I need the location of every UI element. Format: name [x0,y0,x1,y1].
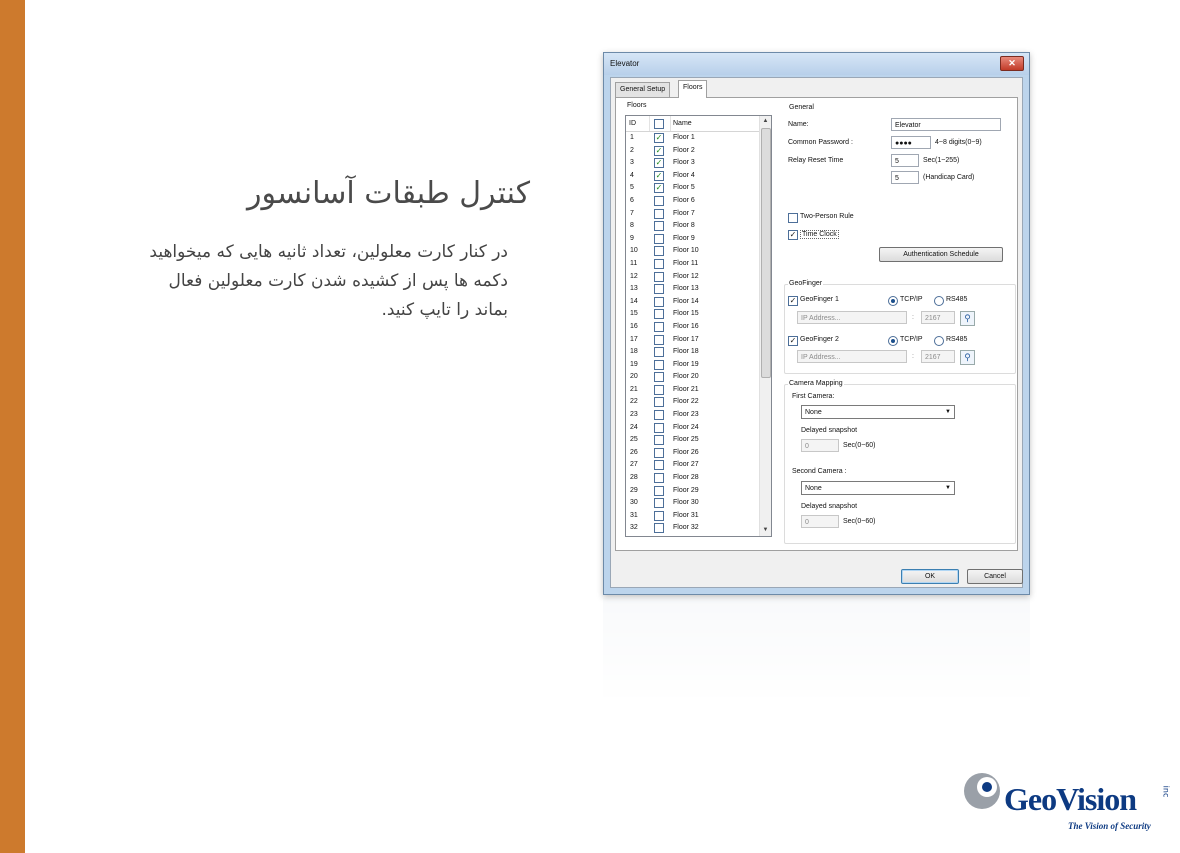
table-row[interactable] [626,510,759,523]
geovision-inc: inc [1161,785,1171,798]
floors-tab-panel [615,97,1018,551]
floor-checkbox[interactable] [654,322,664,332]
floor-name: Floor 26 [673,448,699,456]
floor-name: Floor 4 [673,171,695,179]
table-row[interactable] [626,271,759,284]
first-camera-select[interactable] [801,405,955,419]
floor-checkbox[interactable]: ✓ [655,133,663,142]
floor-checkbox[interactable] [654,410,664,420]
floor-id: 27 [630,461,638,469]
floor-name: Floor 25 [673,436,699,444]
floor-checkbox[interactable] [654,473,664,483]
floor-checkbox[interactable] [654,448,664,458]
floor-name: Floor 29 [673,486,699,494]
floor-checkbox[interactable] [654,435,664,445]
select-all-checkbox[interactable] [654,119,664,129]
two-person-label: Two-Person Rule [800,213,854,220]
geofinger1-rs485-radio[interactable] [934,296,944,306]
geofinger2-rs485-radio[interactable] [934,336,944,346]
table-row[interactable] [626,409,759,422]
password-hint: 4~8 digits(0~9) [935,139,982,146]
elevator-dialog [603,52,1030,595]
geofinger1-checkbox[interactable]: ✓ [789,296,797,305]
floor-checkbox[interactable] [654,360,664,370]
close-icon[interactable]: ✕ [1000,56,1024,71]
floor-checkbox[interactable] [654,335,664,345]
side-accent-stripe [0,0,25,853]
floor-name: Floor 30 [673,499,699,507]
geofinger2-port-field[interactable]: 2167 [921,350,955,363]
table-row[interactable] [626,321,759,334]
geofinger2-checkbox[interactable]: ✓ [789,336,797,345]
chevron-down-icon: ▼ [945,485,951,491]
table-row[interactable] [626,459,759,472]
table-row[interactable] [626,195,759,208]
floor-checkbox[interactable]: ✓ [655,145,663,155]
floor-name: Floor 5 [673,184,695,192]
floors-group-label: Floors [627,102,647,109]
floor-id: 14 [630,297,638,305]
geofinger1-colon: : [912,314,914,321]
floor-name: Floor 28 [673,474,699,482]
geofinger1-ip-field[interactable]: IP Address... [797,311,907,324]
geofinger1-tcpip-label: TCP/IP [900,296,923,303]
geofinger2-label: GeoFinger 2 [800,336,839,343]
floor-checkbox[interactable] [654,347,664,357]
ok-button[interactable]: OK [901,569,959,584]
floor-id: 17 [630,335,638,343]
floor-name: Floor 2 [673,146,695,154]
floor-checkbox[interactable]: ✓ [655,170,663,180]
floor-id: 5 [630,184,634,192]
floor-id: 22 [630,398,638,406]
table-row[interactable] [626,208,759,221]
table-row[interactable] [626,245,759,258]
floor-id: 19 [630,360,638,368]
floor-id: 24 [630,423,638,431]
delayed-snapshot-field-2[interactable]: 0 [801,515,839,528]
geofinger2-ip-field[interactable]: IP Address... [797,350,907,363]
geofinger2-tcpip-radio[interactable] [888,336,898,346]
general-group-label: General [789,104,814,111]
floor-name: Floor 12 [673,272,699,280]
column-name[interactable]: Name [673,120,692,127]
geofinger2-search-icon[interactable]: ⚲ [960,350,975,365]
floor-checkbox[interactable] [654,259,664,269]
floor-checkbox[interactable] [654,523,664,533]
table-row[interactable] [626,220,759,233]
floor-id: 12 [630,272,638,280]
table-row[interactable] [626,472,759,485]
slide-title: کنترل طبقات آسانسور [246,176,530,211]
table-row[interactable] [626,422,759,435]
password-label: Common Password : [788,139,853,146]
second-camera-select[interactable] [801,481,955,495]
dialog-titlebar[interactable] [604,53,1029,75]
floor-id: 20 [630,373,638,381]
floor-id: 13 [630,285,638,293]
floor-name: Floor 10 [673,247,699,255]
tab-floors[interactable]: Floors [678,80,707,98]
floor-checkbox[interactable] [654,486,664,496]
geovision-wordmark: GeoVision [1004,781,1137,817]
geofinger2-colon: : [912,353,914,360]
floor-name: Floor 15 [673,310,699,318]
floors-list-scrollbar[interactable] [759,116,771,536]
floor-name: Floor 6 [673,196,695,204]
floor-id: 25 [630,436,638,444]
table-row[interactable] [626,346,759,359]
floor-id: 31 [630,511,638,519]
floor-name: Floor 27 [673,461,699,469]
table-row[interactable] [626,283,759,296]
scroll-up-icon[interactable]: ▲ [762,118,769,124]
table-row[interactable] [626,182,759,195]
floor-checkbox[interactable] [654,498,664,508]
floor-name: Floor 24 [673,423,699,431]
general-group [784,104,1016,277]
time-clock-checkbox[interactable]: ✓ [789,230,797,239]
table-row[interactable] [626,296,759,309]
dialog-reflection [603,598,1030,698]
floor-id: 8 [630,222,634,230]
floor-name: Floor 7 [673,209,695,217]
geovision-logo [962,765,1177,835]
authentication-schedule-button[interactable]: Authentication Schedule [879,247,1003,262]
geofinger1-tcpip-radio[interactable] [888,296,898,306]
floor-checkbox[interactable] [654,284,664,294]
floor-checkbox[interactable] [654,385,664,395]
floor-id: 30 [630,499,638,507]
floor-id: 29 [630,486,638,494]
first-camera-label: First Camera: [792,393,835,400]
floor-checkbox[interactable] [654,309,664,319]
floor-name: Floor 20 [673,373,699,381]
slide-body-text: در کنار کارت معلولین، تعداد ثانیه هایی که میخواهید دکمه ها پس از کشیده شدن کارت معلولین فعال بماند را تایپ کنید. [149,242,508,320]
table-row[interactable] [626,132,759,145]
floor-name: Floor 14 [673,297,699,305]
cancel-button[interactable]: Cancel [967,569,1023,584]
floor-id: 10 [630,247,638,255]
relay-reset-hint: Sec(1~255) [923,157,960,164]
floor-checkbox[interactable]: ✓ [655,158,663,168]
floors-list[interactable] [625,115,772,537]
camera-mapping-group [784,380,1016,544]
floor-checkbox[interactable] [654,234,664,244]
chevron-down-icon: ▼ [945,409,951,415]
delayed-snapshot-label-1: Delayed snapshot [801,427,858,434]
floor-checkbox[interactable] [654,209,664,219]
floor-id: 21 [630,385,638,393]
table-row[interactable] [626,145,759,158]
geofinger1-label: GeoFinger 1 [800,296,839,303]
floor-id: 18 [630,348,638,356]
table-row[interactable] [626,371,759,384]
floors-list-header [626,116,759,132]
floor-id: 6 [630,196,634,204]
table-row[interactable] [626,485,759,498]
floor-id: 2 [630,146,634,154]
floor-checkbox[interactable] [654,372,664,382]
second-camera-value: None [805,485,822,492]
floor-id: 32 [630,524,638,532]
delayed-snapshot-hint-1: Sec(0~60) [843,442,876,449]
floor-id: 7 [630,209,634,217]
floor-id: 3 [630,159,634,167]
table-row[interactable] [626,233,759,246]
floor-checkbox[interactable] [654,221,664,231]
handicap-time-field[interactable]: 5 [891,171,919,184]
floor-name: Floor 23 [673,411,699,419]
floor-name: Floor 19 [673,360,699,368]
floor-checkbox[interactable]: ✓ [655,183,663,193]
tab-general-setup[interactable]: General Setup [615,82,670,97]
dialog-title: Elevator [610,59,640,68]
floor-checkbox[interactable] [654,297,664,307]
floor-id: 9 [630,234,634,242]
table-row[interactable] [626,522,759,535]
table-row[interactable] [626,359,759,372]
floor-name: Floor 21 [673,385,699,393]
floor-name: Floor 8 [673,222,695,230]
delayed-snapshot-hint-2: Sec(0~60) [843,518,876,525]
reflection-fade [603,598,1030,698]
floor-name: Floor 18 [673,348,699,356]
floor-checkbox[interactable] [654,511,664,521]
table-row[interactable] [626,396,759,409]
geofinger-group-label: GeoFinger [789,280,823,287]
floor-name: Floor 17 [673,335,699,343]
floor-name: Floor 11 [673,259,699,267]
geofinger-group [784,280,1016,374]
floor-checkbox[interactable] [654,196,664,206]
geofinger1-search-icon[interactable]: ⚲ [960,311,975,326]
column-id[interactable]: ID [626,116,650,131]
geovision-tagline: The Vision of Security [1068,821,1151,831]
column-check[interactable] [650,116,671,131]
delayed-snapshot-field-1[interactable]: 0 [801,439,839,452]
floor-checkbox[interactable] [654,272,664,282]
second-camera-label: Second Camera : [792,468,847,475]
floors-list-rows [626,132,759,535]
floor-name: Floor 9 [673,234,695,242]
relay-reset-label: Relay Reset Time [788,157,844,164]
relay-reset-field[interactable]: 5 [891,154,919,167]
floor-checkbox[interactable] [654,460,664,470]
floor-checkbox[interactable] [654,397,664,407]
password-field[interactable]: ●●●● [891,136,931,149]
name-field[interactable]: Elevator [891,118,1001,131]
floor-checkbox[interactable] [654,423,664,433]
floor-id: 16 [630,322,638,330]
time-clock-label: Time Clock [802,231,837,238]
table-row[interactable] [626,434,759,447]
table-row[interactable] [626,258,759,271]
table-row[interactable] [626,497,759,510]
floor-id: 23 [630,411,638,419]
floor-name: Floor 32 [673,524,699,532]
floor-name: Floor 31 [673,511,699,519]
floor-checkbox[interactable] [654,246,664,256]
delayed-snapshot-label-2: Delayed snapshot [801,503,858,510]
geofinger2-tcpip-label: TCP/IP [900,336,923,343]
scroll-thumb[interactable] [761,128,771,378]
floor-name: Floor 1 [673,134,695,141]
table-row[interactable] [626,447,759,460]
geovision-globe-icon [962,769,1002,813]
table-row[interactable] [626,384,759,397]
floor-id: 28 [630,474,638,482]
floor-id: 11 [630,259,638,267]
table-row[interactable] [626,157,759,170]
scroll-down-icon[interactable]: ▼ [762,527,769,533]
table-row[interactable] [626,170,759,183]
table-row[interactable] [626,334,759,347]
floor-name: Floor 3 [673,159,695,167]
geofinger1-rs485-label: RS485 [946,296,968,303]
first-camera-value: None [805,409,822,416]
floor-id: 26 [630,448,638,456]
handicap-hint: (Handicap Card) [923,174,975,181]
floor-id: 15 [630,310,638,318]
name-label: Name: [788,121,809,128]
geofinger2-rs485-label: RS485 [946,336,968,343]
floor-id: 1 [630,134,634,141]
floor-name: Floor 22 [673,398,699,406]
table-row[interactable] [626,308,759,321]
floor-name: Floor 13 [673,285,699,293]
two-person-checkbox[interactable] [788,213,798,223]
camera-mapping-label: Camera Mapping [789,380,843,387]
floors-group [622,102,780,544]
dialog-client-area [610,77,1023,588]
geofinger1-port-field[interactable]: 2167 [921,311,955,324]
floor-id: 4 [630,171,634,179]
floor-name: Floor 16 [673,322,699,330]
